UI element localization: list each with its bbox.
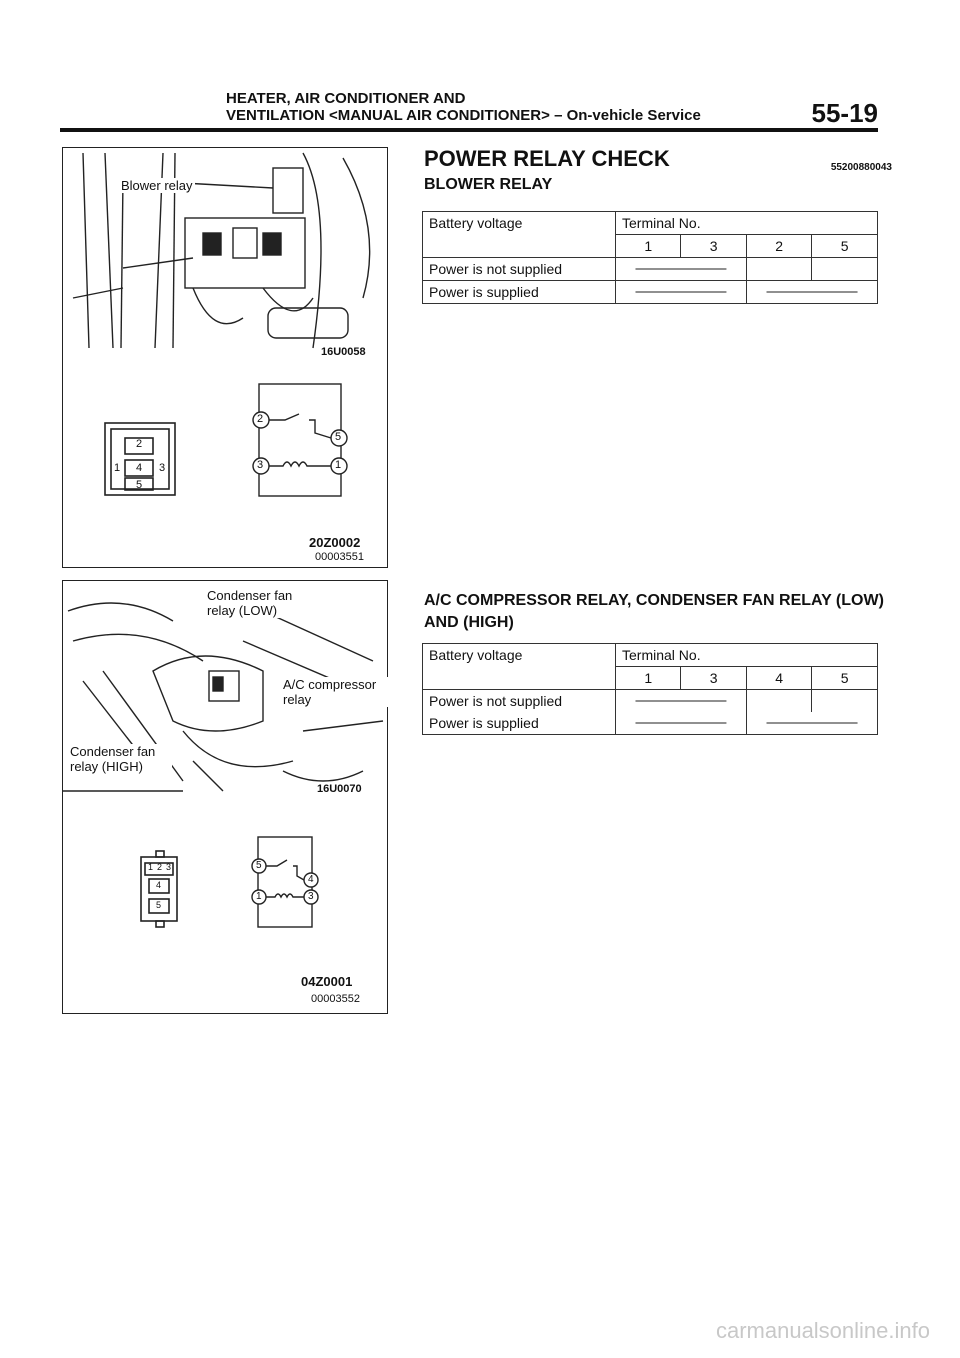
continuity-cell	[616, 690, 747, 713]
connector-pin: 4	[136, 462, 143, 474]
connector-pin: 5	[156, 900, 162, 910]
figure-id: 00003552	[311, 993, 360, 1005]
condition-cell: Power is supplied	[423, 712, 616, 735]
callout-condenser-fan-low: Condenser fan relay (LOW)	[205, 588, 319, 618]
continuity-line	[616, 258, 746, 280]
connector-pin: 3	[166, 862, 172, 872]
diagram-code: 20Z0002	[309, 535, 361, 550]
watermark: carmanualsonline.info	[715, 1318, 930, 1343]
connector-pin: 1	[148, 862, 154, 872]
continuity-line	[747, 712, 877, 734]
connector-pin: 2	[136, 438, 143, 450]
terminal-number: 1	[616, 667, 681, 690]
continuity-cell	[616, 712, 747, 735]
terminal-label: Terminal No.	[616, 212, 878, 235]
blower-relay-illustration	[63, 148, 389, 569]
schematic-pin: 1	[335, 459, 342, 471]
section-code: 55200880043	[830, 162, 892, 173]
connector-pin: 5	[136, 479, 143, 491]
section-subtitle-blower-relay: BLOWER RELAY	[424, 176, 553, 193]
terminal-number: 3	[681, 235, 746, 258]
schematic-pin: 2	[257, 413, 264, 425]
callout-condenser-fan-high: Condenser fan relay (HIGH)	[68, 744, 172, 774]
schematic-pin: 4	[308, 874, 314, 885]
continuity-line	[616, 690, 746, 712]
continuity-line	[747, 281, 877, 303]
page-number: 55-19	[811, 98, 878, 128]
condition-cell: Power is not supplied	[423, 690, 616, 713]
continuity-cell	[616, 258, 747, 281]
schematic-pin: 1	[256, 891, 262, 902]
col-label: Battery voltage	[423, 212, 616, 235]
figure-id: 00003551	[315, 551, 364, 563]
callout-blower-relay: Blower relay	[121, 178, 193, 193]
header-rule	[60, 128, 878, 132]
header-title-line1: HEATER, AIR CONDITIONER AND	[226, 90, 466, 107]
schematic-pin: 5	[335, 431, 342, 443]
schematic-pin: 3	[308, 891, 314, 902]
header-title-line2: VENTILATION <MANUAL AIR CONDITIONER> – On-vehicle Service	[226, 107, 701, 124]
ac-compressor-relay-table	[422, 643, 878, 735]
continuity-cell	[746, 712, 877, 735]
photo-code: 16U0058	[321, 346, 366, 358]
continuity-cell	[616, 281, 747, 304]
col-label: Battery voltage	[423, 644, 616, 667]
diagram-code: 04Z0001	[301, 974, 353, 989]
ac-compressor-relay-illustration	[63, 581, 389, 1015]
figure-ac-compressor-relay	[62, 580, 388, 1014]
continuity-line	[616, 281, 746, 303]
terminal-number: 5	[812, 235, 878, 258]
continuity-cell	[746, 281, 877, 304]
terminal-number: 4	[746, 667, 811, 690]
callout-ac-compressor: A/C compressor relay	[281, 677, 389, 707]
section-title-ac-compressor-relay: A/C COMPRESSOR RELAY, CONDENSER FAN RELAY (LOW) AND (HIGH)	[424, 592, 884, 631]
schematic-pin: 5	[256, 860, 262, 871]
photo-code: 16U0070	[317, 783, 362, 795]
terminal-label: Terminal No.	[616, 644, 878, 667]
continuity-line	[616, 712, 746, 734]
connector-pin: 4	[156, 880, 162, 890]
connector-pin: 3	[159, 462, 166, 474]
schematic-pin: 3	[257, 459, 264, 471]
terminal-number: 2	[746, 235, 811, 258]
figure-blower-relay	[62, 147, 388, 568]
connector-pin: 2	[157, 862, 163, 872]
terminal-number: 5	[812, 667, 878, 690]
section-title-power-relay-check: POWER RELAY CHECK	[424, 146, 670, 171]
condition-cell: Power is supplied	[423, 281, 616, 304]
blower-relay-table	[422, 211, 878, 304]
condition-cell: Power is not supplied	[423, 258, 616, 281]
terminal-number: 1	[616, 235, 681, 258]
terminal-number: 3	[681, 667, 746, 690]
connector-pin: 1	[114, 462, 121, 474]
